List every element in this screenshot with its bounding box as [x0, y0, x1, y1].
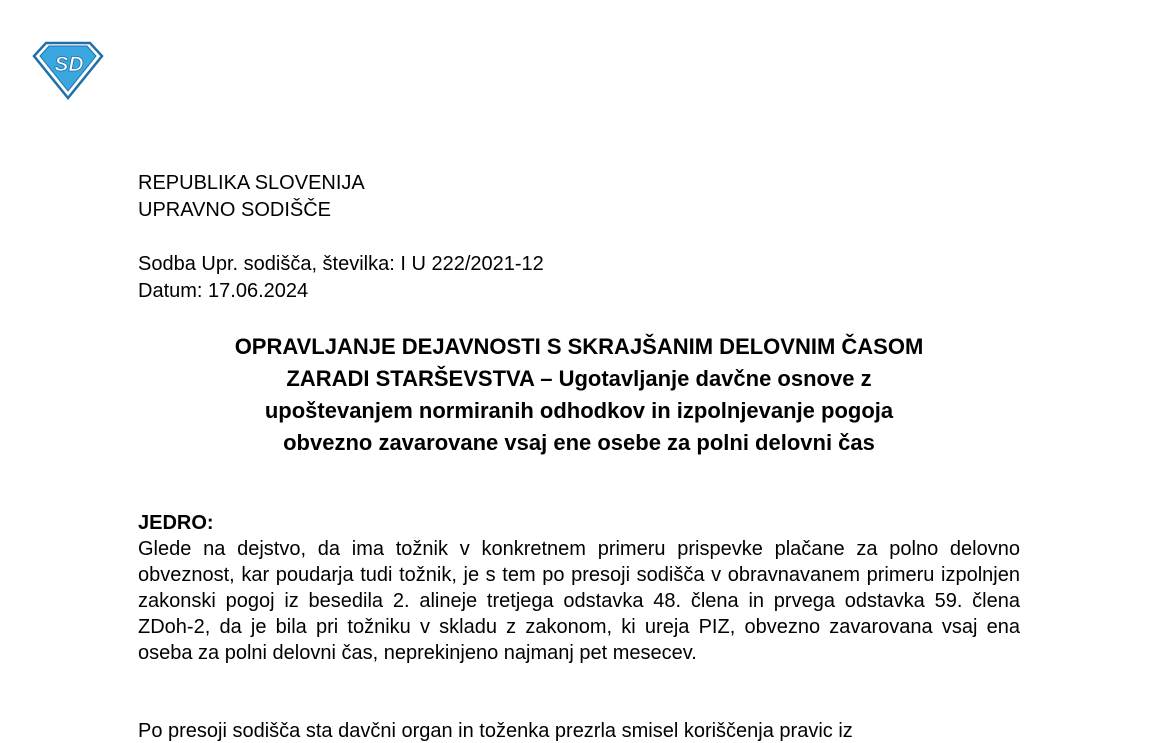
case-number: Sodba Upr. sodišča, številka: I U 222/2021-12: [138, 253, 544, 275]
header-court: UPRAVNO SODIŠČE: [138, 199, 331, 221]
section-heading: JEDRO:: [138, 512, 214, 534]
header-republic: REPUBLIKA SLOVENIJA: [138, 172, 365, 194]
logo-letters: SD: [54, 53, 84, 76]
title-line: OPRAVLJANJE DEJAVNOSTI S SKRAJŠANIM DELOVNIM ČASOM: [234, 334, 924, 359]
court-header: [138, 170, 365, 224]
core-paragraph: Glede na dejstvo, da ima tožnik v konkretnem primeru prispevke plačane za polno delovno obveznost, kar poudarja tudi tožnik, je s tem po presoji sodišča v obravnavanem primeru izpolnjen zakonski pogoj iz besedila 2. alineje tretjega odstavka 48. člena in prvega odstavka 59. člena ZDoh-2, da je bila pri tožniku v skladu z zakonom, ki ureja PIZ, obvezno zavarovana vsaj ena oseba za polni delovni čas, neprekinjeno najmanj pet mesecev.: [138, 538, 1020, 664]
document-title: [138, 331, 1020, 459]
title-line: upoštevanjem normiranih odhodkov in izpolnjevanje pogoja: [264, 398, 894, 423]
title-line: ZARADI STARŠEVSTVA – Ugotavljanje davčne osnove z: [286, 366, 872, 391]
sd-diamond-logo-icon: [32, 40, 104, 100]
second-paragraph: Po presoji sodišča sta davčni organ in toženka prezrla smisel koriščenja pravic iz: [138, 720, 853, 742]
title-line: obvezno zavarovane vsaj ene osebe za polni delovni čas: [283, 430, 875, 455]
case-meta: [138, 251, 544, 305]
case-date: Datum: 17.06.2024: [138, 280, 309, 302]
